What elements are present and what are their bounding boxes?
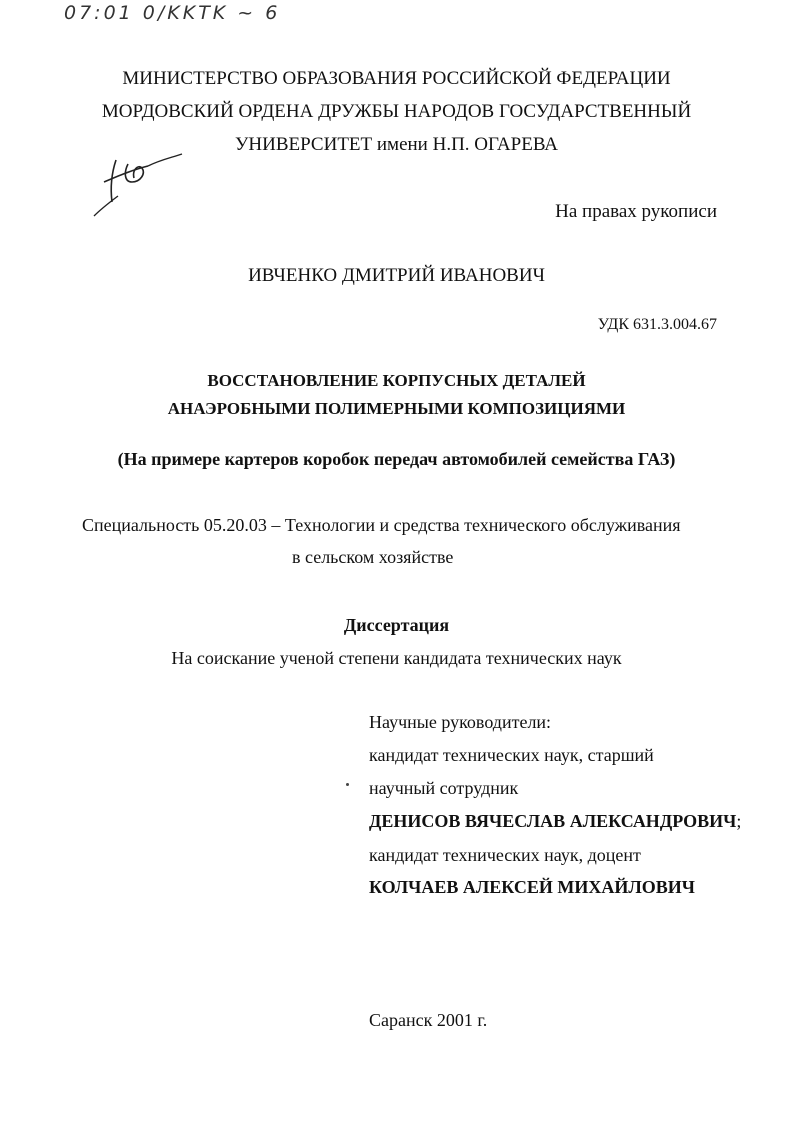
supervisor-2-name: КОЛЧАЕВ АЛЕКСЕЙ МИХАЙЛОВИЧ <box>369 877 695 897</box>
title-line-1: ВОССТАНОВЛЕНИЕ КОРПУСНЫХ ДЕТАЛЕЙ <box>207 371 586 390</box>
udc-code: УДК 631.3.004.67 <box>597 316 717 333</box>
supervisor-1-punct: ; <box>736 811 742 831</box>
supervisor-1-title-line-1: кандидат технических наук, старший <box>369 745 654 765</box>
work-type: Диссертация <box>343 615 450 635</box>
university-name-line: УНИВЕРСИТЕТ имени Н.П. ОГАРЕВА <box>234 134 559 155</box>
author-name: ИВЧЕНКО ДМИТРИЙ ИВАНОВИЧ <box>248 265 545 286</box>
subtitle: (На примере картеров коробок передач автомобилей семейства ГАЗ) <box>117 449 676 469</box>
supervisor-1-name-line <box>369 811 741 832</box>
speck-dot <box>346 783 349 786</box>
ministry-line: МИНИСТЕРСТВО ОБРАЗОВАНИЯ РОССИЙСКОЙ ФЕДЕРАЦИИ <box>122 68 671 89</box>
university-line: МОРДОВСКИЙ ОРДЕНА ДРУЖБЫ НАРОДОВ ГОСУДАРСТВЕННЫЙ <box>101 101 692 122</box>
manuscript-note: На правах рукописи <box>555 201 717 222</box>
degree-line: На соискание ученой степени кандидата технических наук <box>171 648 622 668</box>
supervisor-2-title: кандидат технических наук, доцент <box>369 845 641 865</box>
specialty-line-1: Специальность 05.20.03 – Технологии и средства технического обслуживания <box>82 515 681 535</box>
signature-mark <box>88 152 188 224</box>
supervisor-1-name: ДЕНИСОВ ВЯЧЕСЛАВ АЛЕКСАНДРОВИЧ <box>369 811 737 831</box>
supervisors-heading: Научные руководители: <box>369 712 552 732</box>
specialty-line-2: в сельском хозяйстве <box>292 547 454 567</box>
archive-mark: 07:01 0/KKTK ~ 6 <box>64 2 281 24</box>
supervisor-1-title-line-2: научный сотрудник <box>369 778 519 798</box>
place-year: Саранск 2001 г. <box>369 1010 488 1030</box>
title-line-2: АНАЭРОБНЫМИ ПОЛИМЕРНЫМИ КОМПОЗИЦИЯМИ <box>167 399 626 418</box>
